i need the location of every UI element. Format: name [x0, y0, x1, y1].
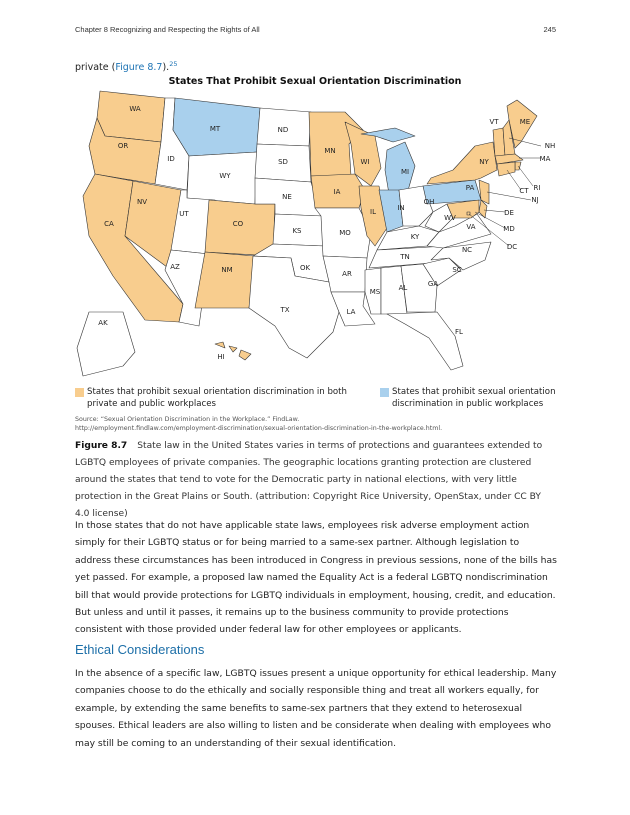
state-label-pa: PA	[465, 184, 475, 192]
state-label-mi: MI	[400, 168, 410, 176]
state-label-ok: OK	[299, 264, 311, 272]
state-label-ca: CA	[104, 220, 114, 228]
figure-caption	[75, 438, 557, 523]
state-label-sd: SD	[278, 158, 288, 166]
section-heading: Ethical Considerations	[75, 642, 205, 657]
body-paragraph-2: In the absence of a specific law, LGBTQ issues present a unique opportunity for ethical leadership. Many companies choose to do the ethically and socially responsible thing and treat all workers equally, for example, by extending the same benefits to same-sex partners that they extend to heterosexual spouses. Ethical leaders are also willing to listen and be considerate when dealing with employees who may still be coming to an understanding of their sexual identification.	[75, 668, 557, 749]
state-label-nd: ND	[277, 126, 289, 134]
leader-ri	[518, 166, 533, 186]
state-label-hi: HI	[217, 353, 225, 361]
state-label-ky: KY	[410, 233, 420, 241]
state-label-wv: WV	[444, 214, 456, 222]
state-label-mn: MN	[324, 147, 336, 155]
legend-swatch-both	[75, 388, 84, 397]
state-label-oh: OH	[423, 198, 435, 206]
leader-de	[484, 210, 505, 212]
state-label-nj: NJ	[531, 196, 539, 204]
state-nm	[195, 252, 255, 308]
body-paragraph-1: In those states that do not have applicable state laws, employees risk adverse employment action simply for their LGBTQ status or for being married to a same-sex partner. Although legislation to address these circumstances has been introduced in Congress in previous sessions, none of the bills has yet passed. For example, a proposed law named the Equality Act is a federal LGBTQ nondiscrimination bill that would provide protections for LGBTQ individuals in employment, housing, credit, and education. But unless and until it passes, it remains up to the business community to provide protections consistent with those provided under federal law for other employees or applicants.	[75, 520, 557, 636]
running-header-chapter: Chapter 8 Recognizing and Respecting the Rights of All	[75, 25, 260, 34]
state-fl	[387, 312, 463, 370]
state-label-id: ID	[167, 155, 175, 163]
legend-label-public: States that prohibit sexual orientation discrimination in public workplaces	[392, 387, 556, 409]
state-label-tx: TX	[280, 306, 290, 314]
state-label-ak: AK	[98, 319, 108, 327]
state-label-ms: MS	[369, 288, 381, 296]
figure-link[interactable]: Figure 8.7	[115, 62, 163, 74]
state-label-dc: DC	[506, 243, 518, 251]
figure-label: Figure 8.7	[75, 441, 128, 451]
state-label-or: OR	[117, 142, 129, 150]
state-label-de: DE	[504, 209, 514, 217]
map-title: States That Prohibit Sexual Orientation Discrimination	[168, 76, 462, 87]
state-label-mo: MO	[339, 229, 351, 237]
state-label-vt: VT	[489, 118, 499, 126]
map-source: Source: “Sexual Orientation Discrimination in the Workplace.” FindLaw. http://employment.findlaw.com/employment-discrimination/sexual-orientation-discrimination-in-the-workplace.html.	[75, 415, 555, 433]
state-label-co: CO	[232, 220, 244, 228]
lead-text: private (Figure 8.7).$^{25}$	[75, 60, 178, 74]
state-label-nc: NC	[461, 246, 473, 254]
legend-swatch-public	[380, 388, 389, 397]
state-label-me: ME	[519, 118, 531, 126]
state-label-wy: WY	[219, 172, 231, 180]
state-label-la: LA	[346, 308, 356, 316]
state-ct	[497, 162, 515, 176]
source-url[interactable]: http://employment.findlaw.com/employment-discrimination/sexual-orientation-discrimination-in-the-workplace.html.	[75, 425, 443, 432]
state-label-in: IN	[397, 204, 405, 212]
state-label-tn: TN	[400, 253, 410, 261]
state-label-ga: GA	[427, 280, 439, 288]
page-number: 245	[543, 25, 556, 34]
state-wa	[97, 91, 165, 142]
state-label-fl: FL	[455, 328, 463, 336]
state-label-md: MD	[503, 225, 515, 233]
footnote-ref[interactable]: 25	[169, 60, 178, 68]
state-label-ny: NY	[479, 158, 489, 166]
state-label-ks: KS	[292, 227, 302, 235]
state-label-az: AZ	[170, 263, 180, 271]
state-label-il: IL	[370, 208, 376, 216]
legend-label-both: States that prohibit sexual orientation discrimination in both private and public workplaces	[87, 387, 347, 409]
state-label-ut: UT	[179, 210, 189, 218]
state-label-ar: AR	[342, 270, 352, 278]
state-label-nh: NH	[544, 142, 556, 150]
state-label-ri: RI	[533, 184, 541, 192]
state-label-nv: NV	[136, 198, 148, 206]
state-label-sc: SC	[452, 266, 462, 274]
state-label-ia: IA	[333, 188, 341, 196]
caption-text: State law in the United States varies in terms of protections and guarantees extended to LGBTQ employees of private companies. The geographic locations granting protection are clustered around the states that tend to vote for the Democratic party in national elections, with very little protection in the Great Plains or South. (attribution: Copyright Rice University, OpenStax, under CC BY 4.0 license)	[75, 441, 543, 519]
state-label-ma: MA	[539, 155, 551, 163]
state-label-wi: WI	[360, 158, 370, 166]
us-state-map	[75, 86, 557, 378]
state-label-al: AL	[398, 284, 408, 292]
state-label-wa: WA	[129, 105, 141, 113]
state-label-ne: NE	[282, 193, 292, 201]
state-label-ct: CT	[519, 187, 529, 195]
state-label-nm: NM	[221, 266, 233, 274]
state-label-va: VA	[466, 223, 476, 231]
state-co	[205, 200, 275, 256]
state-label-mt: MT	[209, 125, 221, 133]
